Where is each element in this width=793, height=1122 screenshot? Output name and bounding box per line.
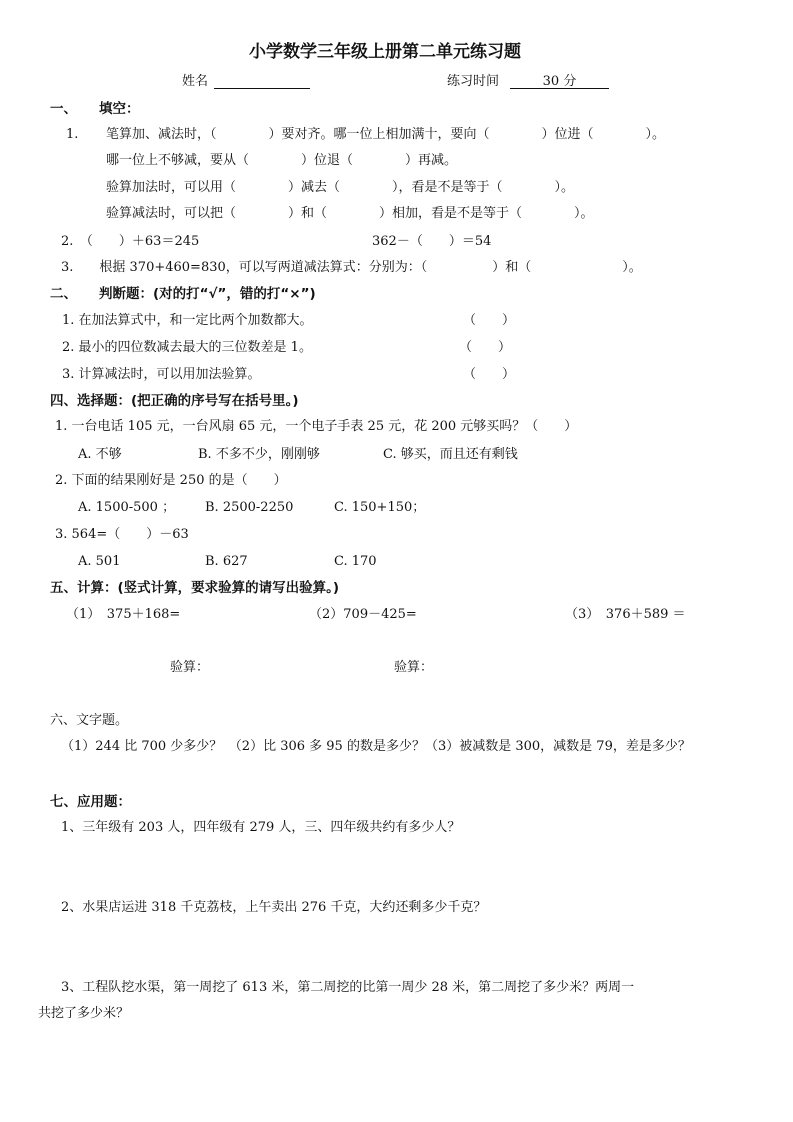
s4-q1-option-a: A. 不够	[78, 447, 122, 462]
s4-q2-option-c: C. 150+150；	[334, 500, 426, 515]
s5-calc-1: （1） 375＋168=	[66, 607, 181, 622]
s7-q2: 2、水果店运进 318 千克荔枝，上午卖出 276 千克，大约还剩多少千克？	[61, 900, 487, 915]
s5-check-2: 验算：	[394, 660, 434, 675]
s4-q1-option-c: C. 够买，而且还有剩钱	[383, 447, 518, 462]
time-label: 练习时间	[447, 74, 500, 89]
s1-q1-line1: 笔算加、减法时，（ ）要对齐。哪一位上相加满十，要向（ ）位进（ ）。	[106, 127, 666, 142]
s1-q3: 3. 根据 370+460=830，可以写两道减法算式：分别为：（ ）和（ ）。	[61, 260, 642, 275]
name-label: 姓名	[182, 74, 209, 89]
page-title: 小学数学三年级上册第二单元练习题	[249, 42, 521, 62]
s1-q1-line2: 哪一位上不够减，要从（ ）位退（ ）再减。	[106, 153, 458, 168]
section2-number: 二、	[50, 286, 77, 302]
s4-q2-option-b: B. 2500-2250	[205, 500, 294, 515]
s2-q3-answer[interactable]: （ ）	[463, 367, 516, 382]
s4-q3: 3. 564=（ ）－63	[55, 527, 189, 542]
s1-q2-right: 362－（ ）＝54	[372, 234, 492, 249]
section7-heading: 七、应用题：	[50, 794, 131, 810]
s2-q1: 1. 在加法算式中，和一定比两个加数都大。	[62, 313, 313, 328]
section5-heading: 五、计算：(竖式计算，要求验算的请写出验算。)	[50, 580, 340, 596]
name-field[interactable]	[214, 73, 310, 89]
section6-heading: 六、文字题。	[50, 713, 129, 728]
s5-calc-3: （3） 376＋589 ＝	[565, 607, 686, 622]
section1-number: 一、	[50, 101, 77, 117]
s1-q1-line4: 验算减法时，可以把（ ）和（ ）相加，看是不是等于（ ）。	[106, 206, 594, 221]
s4-q1: 1. 一台电话 105 元，一台风扇 65 元，一个电子手表 25 元，花 200 元够买吗？（ ）	[55, 419, 578, 434]
s7-q1: 1、三年级有 203 人，四年级有 279 人，三、四年级共约有多少人？	[61, 820, 461, 835]
s2-q3: 3. 计算减法时，可以用加法验算。	[62, 367, 261, 382]
s2-q2-answer[interactable]: （ ）	[459, 340, 512, 355]
s4-q1-option-b: B. 不多不少，刚刚够	[198, 447, 320, 462]
s1-q1-number: 1.	[66, 127, 79, 142]
s1-q1-line3: 验算加法时，可以用（ ）减去（ ），看是不是等于（ ）。	[106, 180, 575, 195]
time-value: 30 分	[510, 73, 609, 89]
section1-heading: 填空：	[99, 101, 140, 117]
s4-q2: 2. 下面的结果刚好是 250 的是（ ）	[55, 473, 287, 488]
s5-calc-2: （2）709－425=	[309, 607, 417, 622]
s1-q2-left: 2. （ ）＋63＝245	[61, 234, 200, 249]
s4-q2-option-a: A. 1500-500 ；	[78, 500, 176, 515]
section4-heading: 四、选择题：(把正确的序号写在括号里。)	[50, 393, 299, 409]
s2-q1-answer[interactable]: （ ）	[463, 313, 516, 328]
s6-questions: （1）244 比 700 少多少？ （2）比 306 多 95 的数是多少？（3）被减数是 300，减数是 79，差是多少？	[61, 739, 691, 754]
s2-q2: 2. 最小的四位数减去最大的三位数差是 1。	[62, 340, 312, 355]
s7-q3-line2: 共挖了多少米？	[38, 1006, 130, 1021]
s5-check-1: 验算：	[170, 660, 210, 675]
s7-q3-line1: 3、工程队挖水渠，第一周挖了 613 米，第二周挖的比第一周少 28 米，第二周挖了多少米？两周一	[61, 980, 635, 995]
s4-q3-option-b: B. 627	[205, 554, 248, 569]
section2-heading: 判断题：(对的打“√”，错的打“×”)	[99, 286, 316, 302]
s4-q3-option-a: A. 501	[78, 554, 121, 569]
s4-q3-option-c: C. 170	[334, 554, 377, 569]
